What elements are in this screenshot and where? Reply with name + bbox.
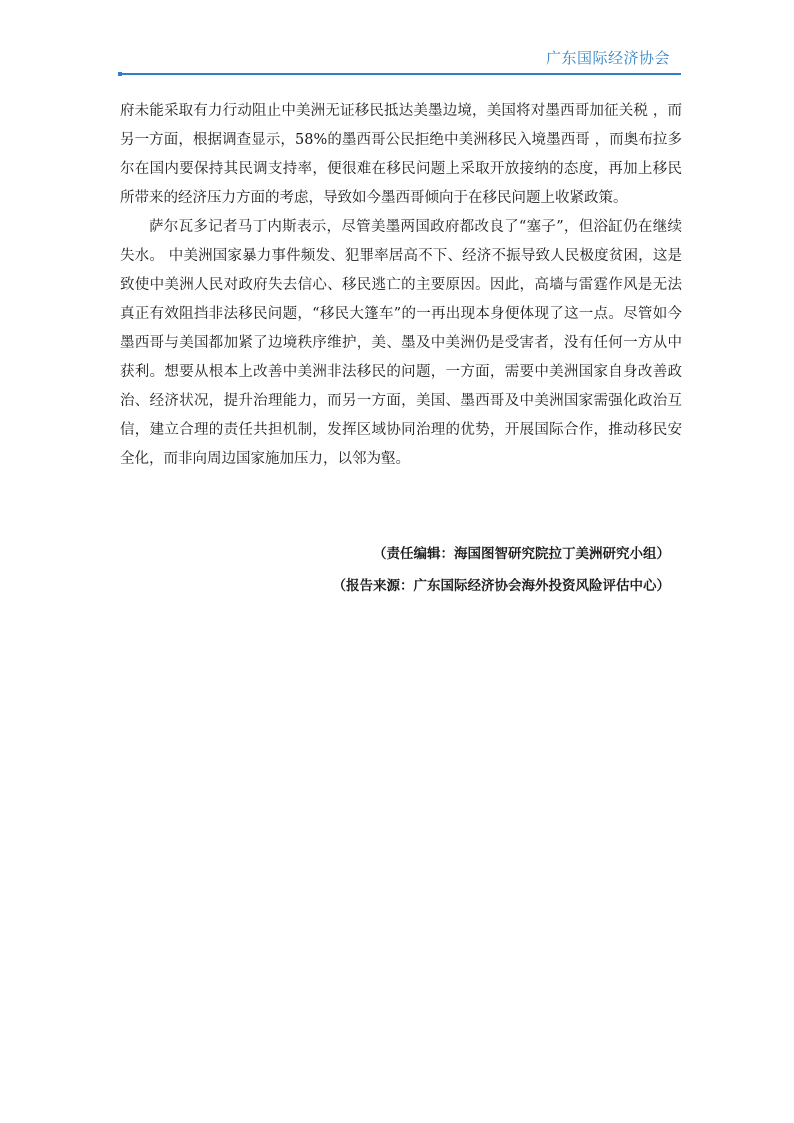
header-divider	[120, 73, 681, 75]
header-organization-name: 广东国际经济协会	[545, 49, 670, 67]
editor-credit: （责任编辑：海国图智研究院拉丁美洲研究小组）	[373, 546, 670, 562]
source-credit: （报告来源：广东国际经济协会海外投资风险评估中心）	[332, 578, 670, 594]
article-credits	[333, 538, 671, 602]
body-paragraph-2: 萨尔瓦多记者马丁内斯表示，尽管美墨两国政府都改良了“塞子”，但浴缸仍在继续失水。 中美洲国家暴力事件频发、犯罪率居高不下、经济不振导致人民极度贫困，这是致使中美洲人民对政府失去信心、移民逃亡的主要原因。因此，高墙与雷霆作风是无法真正有效阻挡非法移民问题，“移民大篷车”的一再出现本身便体现了这一点。尽管如今墨西哥与美国都加紧了边境秩序维护，美、墨及中美洲仍是受害者，没有任何一方从中获利。想要从根本上改善中美洲非法移民的问题，一方面，需要中美洲国家自身改善政治、经济状况，提升治理能力，而另一方面，美国、墨西哥及中美洲国家需强化政治互信，建立合理的责任共担机制，发挥区域协同治理的优势，开展国际合作，推动移民安全化，而非向周边国家施加压力，以邻为壑。	[120, 219, 682, 467]
article-body	[120, 97, 682, 474]
body-paragraph-1: 府未能采取有力行动阻止中美洲无证移民抵达美墨边境，美国将对墨西哥加征关税 ，而另一方面，根据调查显示，58%的墨西哥公民拒绝中美洲移民入境墨西哥 ，而奥布拉多尔在国内要保持其民调支持率，便很难在移民问题上采取开放接纳的态度，再加上移民所带来的经济压力方面的考虑，导致如今墨西哥倾向于在移民问题上收紧政策。	[120, 103, 682, 206]
header-divider-tick	[118, 72, 122, 76]
